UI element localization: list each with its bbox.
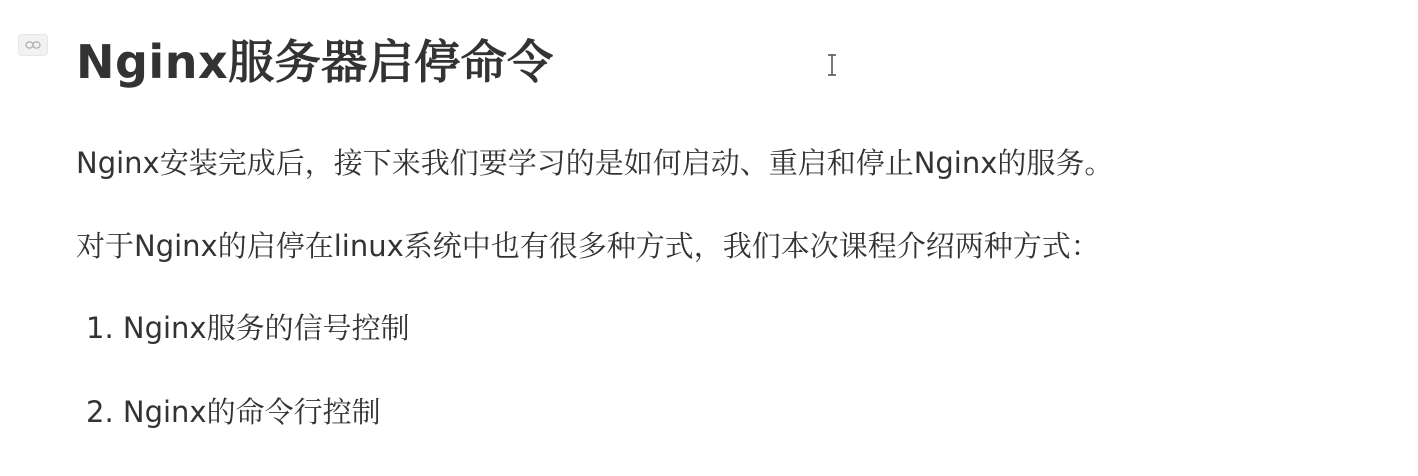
text-cursor-icon <box>826 52 838 78</box>
method-list-item-signal-control: 1. Nginx服务的信号控制 <box>86 311 410 345</box>
heading-anchor-link-icon[interactable] <box>18 34 48 56</box>
methods-paragraph: 对于Nginx的启停在linux系统中也有很多种方式，我们本次课程介绍两种方式： <box>76 229 1100 263</box>
method-list <box>86 308 410 476</box>
page-title: Nginx服务器启停命令 <box>76 35 554 89</box>
link-icon <box>25 40 41 50</box>
method-list-item-command-line-control: 2. Nginx的命令行控制 <box>86 395 381 429</box>
intro-paragraph: Nginx安装完成后，接下来我们要学习的是如何启动、重启和停止Nginx的服务。 <box>76 146 1114 180</box>
